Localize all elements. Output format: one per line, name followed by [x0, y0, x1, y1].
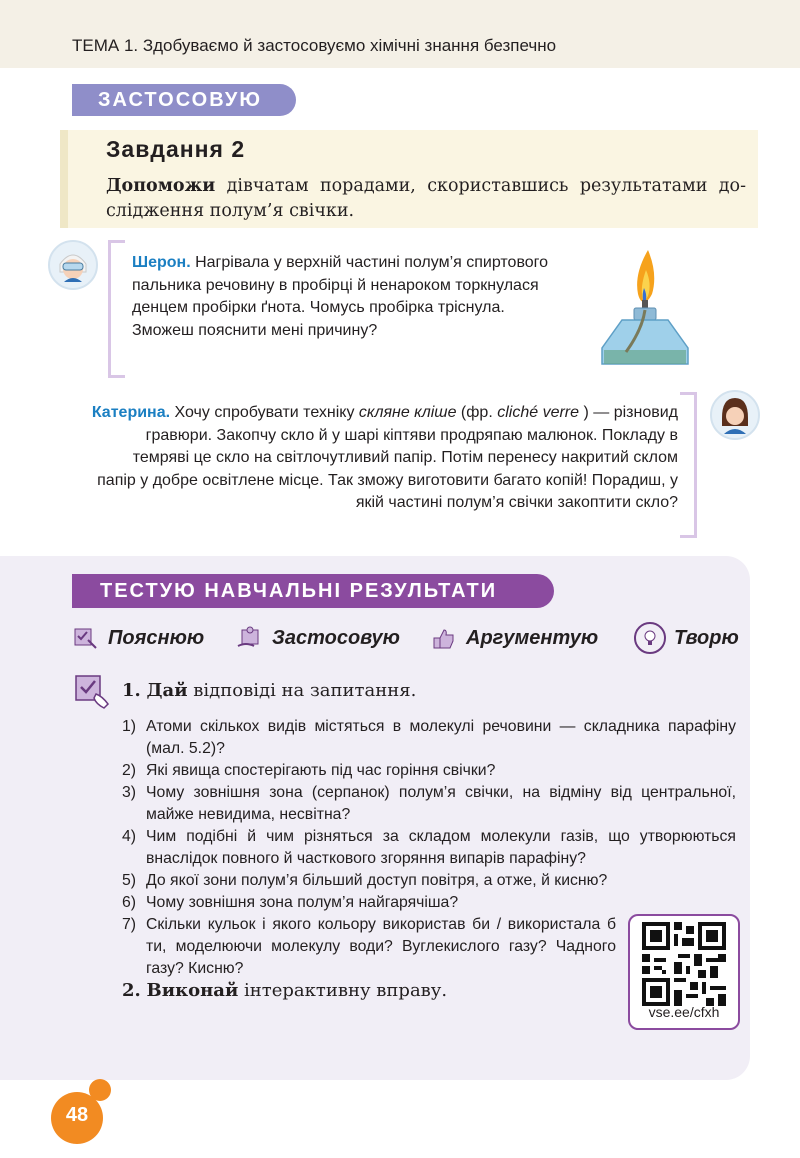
task-lead: Допоможи: [106, 176, 216, 196]
qr-link-text[interactable]: vse.ee/cfxh: [648, 1004, 720, 1020]
item-number: 1): [122, 718, 137, 735]
question-2-number: 2.: [122, 980, 141, 1001]
skill-apply: [236, 622, 400, 654]
skill-create: [634, 622, 739, 654]
skill-argue: [430, 622, 598, 654]
qr-code-card[interactable]: [628, 914, 740, 1030]
question-2-verb: Виконай: [146, 980, 239, 1001]
item-number: 2): [122, 762, 137, 779]
lightbulb-icon: [634, 622, 666, 654]
item-text: Атоми скількох видів містяться в молекулі речовини — складника парафіну (мал. 5.2)?: [146, 718, 736, 757]
kateryna-speech: [90, 402, 678, 515]
list-item: [122, 826, 736, 870]
kateryna-name: Катерина.: [91, 404, 171, 421]
sharon-avatar: [48, 240, 98, 290]
skill-explain: [72, 622, 204, 654]
item-text: Які явища спостерігають під час горіння свічки?: [146, 762, 496, 779]
test-section-label: ТЕСТУЮ НАВЧАЛЬНІ РЕЗУЛЬТАТИ: [72, 574, 554, 608]
kateryna-text-2: (фр.: [456, 404, 498, 421]
question-1-verb: Дай: [146, 680, 188, 701]
question-2-rest: інтерактивну вправу.: [238, 980, 448, 1001]
running-header: ТЕМА 1. Здобуваємо й застосовуємо хімічні знання безпечно: [72, 36, 557, 55]
item-text: Чому зовнішня зона (серпанок) полум’я свічки, на відміну від центральної, майже невидима, несвітна?: [146, 784, 736, 823]
qr-code-icon[interactable]: [642, 922, 726, 1006]
kateryna-speech-bracket: [680, 392, 697, 538]
page-number: 48: [65, 1104, 89, 1126]
sharon-name: Шерон.: [132, 254, 191, 271]
list-item: [122, 716, 736, 760]
item-text: Чому зовнішня зона полум’я найгарячіша?: [146, 894, 459, 911]
sharon-speech: [132, 252, 552, 342]
kateryna-text-3: ) — різновид гравюри. Закопчу скло й у шарі кіптяви продряпаю малюнок. Покладу в темряві це скло на світлочутливий папір. Потім перенесу накритий склом папір у добре освітлене місце. Так зможу виготовити багато копій! Порадиш, у якій частині полум’я свічки закоптити скло?: [97, 404, 678, 511]
item-number: 7): [122, 916, 137, 933]
task-body: дівчатам порадами, скориставшись результатами дослідження полум’я свічки.: [106, 176, 746, 221]
puzzle-hand-icon: [236, 624, 264, 652]
kateryna-avatar: [710, 390, 760, 440]
list-item: [122, 892, 736, 914]
question-1-number: 1.: [122, 680, 141, 701]
task-title: Завдання 2: [106, 136, 246, 162]
task-box: [60, 130, 758, 228]
checklist-hand-icon: [72, 624, 100, 652]
question-2-heading: [122, 980, 447, 1001]
item-text: До якої зони полум’я більший доступ повітря, а отже, й кисню?: [146, 872, 608, 889]
question-1-heading: [122, 680, 416, 701]
thumbs-icon: [430, 624, 458, 652]
item-text: Скільки кульок і якого кольору використав би / використала б ти, моделюючи молекулу води? Вуглекислого газу? Чадного газу? Кисню?: [146, 916, 616, 977]
list-item: [122, 870, 736, 892]
section-label: ЗАСТОСОВУЮ: [72, 84, 296, 116]
skill-label: Застосовую: [272, 626, 400, 649]
kateryna-term-1: скляне кліше: [358, 404, 457, 421]
list-item: [122, 782, 736, 826]
checklist-hand-icon: [74, 672, 114, 717]
question-1-rest: відповіді на запитання.: [187, 680, 417, 701]
list-item: [122, 760, 736, 782]
sharon-text: Нагрівала у верхній частині полум’я спиртового пальника речовину в пробірці й ненароком торкнулася денцем пробірки ґнота. Чомусь пробірка тріснула. Зможеш пояснити мені причину?: [132, 254, 549, 339]
item-number: 4): [122, 828, 137, 845]
item-text: Чим подібні й чим різняться за складом молекули газів, що утворюються внаслідок повного й часткового згоряння випарів парафіну?: [146, 828, 736, 867]
item-number: 5): [122, 872, 137, 889]
skill-label: Творю: [674, 626, 739, 649]
girl-portrait-icon: [712, 392, 758, 438]
kateryna-term-2: cliché verre: [497, 404, 580, 421]
item-number: 6): [122, 894, 137, 911]
item-number: 3): [122, 784, 137, 801]
task-text: [106, 174, 746, 224]
skill-label: Пояснюю: [108, 626, 205, 649]
skill-label: Аргументую: [466, 626, 599, 649]
spirit-lamp-illustration: [596, 244, 692, 372]
header-band: [0, 0, 800, 68]
girl-with-goggles-icon: [50, 242, 96, 288]
sharon-speech-bracket: [108, 240, 125, 378]
kateryna-text-1: Хочу спробувати техніку: [170, 404, 359, 421]
